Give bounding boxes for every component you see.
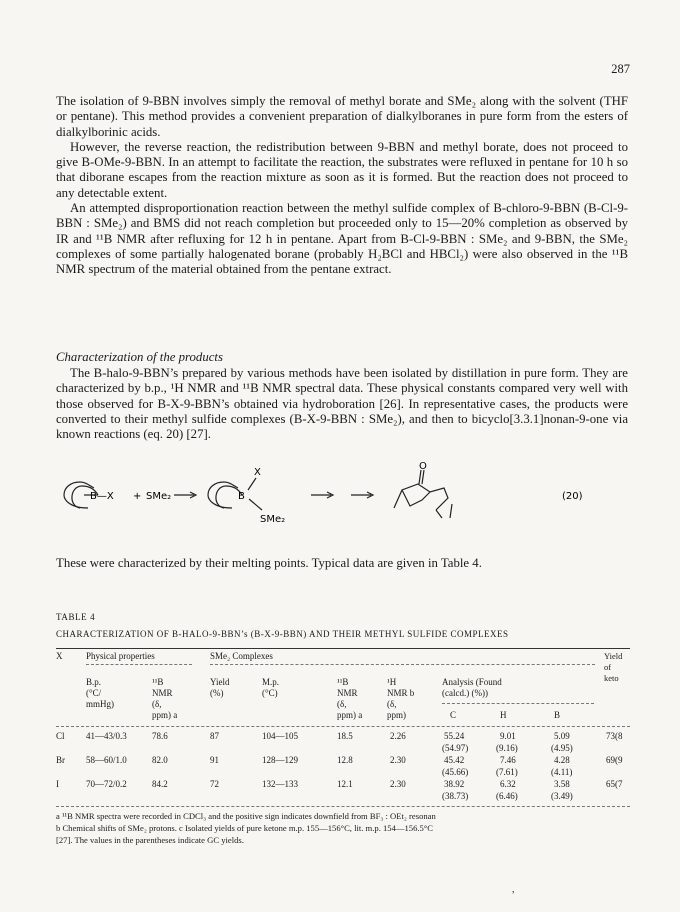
table-cell: 78.6 bbox=[152, 731, 168, 741]
table-cell: 55.24 bbox=[444, 731, 465, 741]
table-cell: Cl bbox=[56, 731, 65, 741]
table-cell: 70—72/0.2 bbox=[86, 779, 127, 789]
col-header-b: B bbox=[554, 710, 561, 720]
scheme-text: SMe₂ bbox=[260, 514, 286, 525]
table-cell: 3.58 bbox=[554, 779, 570, 789]
table-cell: 9.01 bbox=[500, 731, 516, 741]
col-header-c: C bbox=[450, 710, 457, 720]
table-bottom-rule bbox=[56, 806, 630, 807]
table-cell: 12.1 bbox=[337, 779, 353, 789]
scheme-text: B bbox=[238, 491, 245, 502]
body-text bbox=[56, 94, 628, 278]
stray-mark: , bbox=[512, 884, 515, 895]
table-cell: 5.09 bbox=[554, 731, 570, 741]
paragraph: However, the reverse reaction, the redistribution between 9-BBN and methyl borate, does not proceed to give B-OMe-9-BBN. In an attempt to facilitate the reaction, the substrates were refluxed in pentane for 10 h so that diborane escapes from the reaction mixture as soon as it is formed. But the reaction does not proceed to any detectable extent. bbox=[56, 139, 628, 200]
col-header-mp: (°C) bbox=[262, 688, 278, 698]
subheader-rule bbox=[86, 664, 192, 665]
bond-line bbox=[249, 499, 262, 510]
table-cell: (3.49) bbox=[551, 791, 573, 801]
table-top-rule bbox=[56, 648, 630, 649]
col-header-bp: (°C/ bbox=[86, 688, 102, 698]
col-header-yield-keto: of bbox=[604, 662, 612, 672]
scheme-text: SMe₂ bbox=[146, 491, 172, 502]
table-cell: 104—105 bbox=[262, 731, 298, 741]
table-cell: 84.2 bbox=[152, 779, 168, 789]
table-cell: (4.11) bbox=[551, 767, 573, 777]
section-paragraph: The B-halo-9-BBN’s prepared by various methods have been isolated by distillation in pure form. They are characterized by b.p., ¹H NMR and ¹¹B NMR spectral data. These physical constants compared very well with those observed for B-X-9-BBN’s obtained via hydroboration [26]. In representative cases, the products were converted to their methyl sulfide complexes (B-X-9-BBN : SMe₂), and then to bicyclo[3.3.1]nonan-9-one via known reactions (eq. 20) [27]. bbox=[56, 366, 628, 442]
table-cell: (6.46) bbox=[496, 791, 518, 801]
carbonyl-bond bbox=[422, 470, 424, 484]
col-header-analysis: Analysis (Found bbox=[442, 677, 502, 687]
table-cell: 6.32 bbox=[500, 779, 516, 789]
scheme-text: O bbox=[419, 462, 427, 472]
col-header-bnmr2: ¹¹B bbox=[337, 677, 349, 687]
col-header-bnmr2: (δ, bbox=[337, 699, 347, 709]
table-cell: 4.28 bbox=[554, 755, 570, 765]
page-number: 287 bbox=[611, 62, 630, 76]
subheader-rule bbox=[442, 703, 594, 704]
table-cell: 65(7 bbox=[606, 779, 623, 789]
col-header-hnmr: ppm) bbox=[387, 710, 406, 720]
table-cell: 72 bbox=[210, 779, 219, 789]
table-caption: CHARACTERIZATION OF B-HALO-9-BBN’s (B-X-9-BBN) AND THEIR METHYL SULFIDE COMPLEXES bbox=[56, 629, 509, 639]
table-cell: (9.16) bbox=[496, 743, 518, 753]
col-header-x: X bbox=[56, 651, 63, 661]
reaction-scheme-drawing bbox=[56, 462, 628, 532]
table-cell: 132—133 bbox=[262, 779, 298, 789]
table-cell: 18.5 bbox=[337, 731, 353, 741]
col-header-bnmr2: ppm) a bbox=[337, 710, 363, 720]
table-cell: 2.26 bbox=[390, 731, 406, 741]
table-cell: (7.61) bbox=[496, 767, 518, 777]
col-header-mp: M.p. bbox=[262, 677, 280, 687]
col-header-yield-keto: Yield bbox=[604, 651, 623, 661]
table-cell: 38.92 bbox=[444, 779, 465, 789]
table-cell: 2.30 bbox=[390, 779, 406, 789]
col-header-complexes: SMe₂ Complexes bbox=[210, 651, 273, 661]
table-cell: 7.46 bbox=[500, 755, 516, 765]
scheme-text: B—X bbox=[90, 491, 114, 502]
col-header-bnmr: NMR bbox=[152, 688, 173, 698]
bicyclononanone-drawing bbox=[394, 484, 448, 510]
col-header-bp: B.p. bbox=[86, 677, 102, 687]
col-header-yield: (%) bbox=[210, 688, 224, 698]
col-header-h: H bbox=[500, 710, 507, 720]
col-header-bnmr2: NMR bbox=[337, 688, 358, 698]
bicyclononanone-drawing bbox=[436, 504, 452, 518]
col-header-yield-keto: keto bbox=[604, 673, 619, 683]
col-header-physical: Physical properties bbox=[86, 651, 155, 661]
col-header-bnmr: ppm) a bbox=[152, 710, 178, 720]
table-cell: 45.42 bbox=[444, 755, 465, 765]
table-cell: (45.66) bbox=[442, 767, 469, 777]
table-cell: 128—129 bbox=[262, 755, 298, 765]
header-bottom-rule bbox=[56, 726, 630, 727]
table-cell: 12.8 bbox=[337, 755, 353, 765]
table-cell: (4.95) bbox=[551, 743, 573, 753]
table-cell: 87 bbox=[210, 731, 219, 741]
bond-line bbox=[248, 478, 256, 490]
col-header-hnmr: NMR b bbox=[387, 688, 415, 698]
table-cell: 41—43/0.3 bbox=[86, 731, 127, 741]
col-header-hnmr: ¹H bbox=[387, 677, 397, 687]
table-cell: 58—60/1.0 bbox=[86, 755, 127, 765]
bicyclononanone-drawing bbox=[402, 490, 430, 506]
table-cell: 91 bbox=[210, 755, 219, 765]
table-cell: 69(9 bbox=[606, 755, 623, 765]
table-cell: (38.73) bbox=[442, 791, 469, 801]
table-footnote: a ¹¹B NMR spectra were recorded in CDCl₃ and the positive sign indicates downfield from BF₃ : OEt₂ resonan bbox=[56, 811, 436, 821]
table-cell: (54.97) bbox=[442, 743, 469, 753]
subheader-rule bbox=[210, 664, 595, 665]
paragraph: These were characterized by their melting points. Typical data are given in Table 4. bbox=[56, 556, 482, 570]
table-footnote: b Chemical shifts of SMe₂ protons. c Isolated yields of pure ketone m.p. 155—156°C, lit. m.p. 154—156.5°C bbox=[56, 823, 433, 833]
col-header-bp: mmHg) bbox=[86, 699, 114, 709]
col-header-yield: Yield bbox=[210, 677, 230, 687]
paragraph: The isolation of 9-BBN involves simply the removal of methyl borate and SMe₂ along with the solvent (THF or pentane). This method provides a convenient preparation of dialkylboranes in pure form from the esters of dialkylborinic acids. bbox=[56, 94, 628, 139]
reaction-scheme bbox=[56, 462, 628, 532]
table-cell: 73(8 bbox=[606, 731, 623, 741]
table-cell: 82.0 bbox=[152, 755, 168, 765]
scheme-text: + bbox=[133, 491, 142, 502]
table-footnote: [27]. The values in the parentheses indicate GC yields. bbox=[56, 835, 244, 845]
col-header-bnmr: ¹¹B bbox=[152, 677, 164, 687]
paragraph: An attempted disproportionation reaction between the methyl sulfide complex of B-chloro-9-BBN (B-Cl-9-BBN : SMe₂) and BMS did not reach completion but proceeded only to 15—20% completion as observed by IR and ¹¹B NMR after refluxing for 12 h in pentane. Apart from B-Cl-9-BBN : SMe₂ and 9-BBN, the SMe₂ complexes of some partially halogenated borane (probably H₂BCl and HBCl₂) were also observed in the ¹¹B NMR spectrum of the material obtained from the pentane extract. bbox=[56, 201, 628, 277]
equation-number: (20) bbox=[562, 491, 583, 502]
table-cell: 2.30 bbox=[390, 755, 406, 765]
table-cell: I bbox=[56, 779, 59, 789]
section-heading: Characterization of the products bbox=[56, 350, 223, 364]
col-header-analysis: (calcd.) (%)) bbox=[442, 688, 488, 698]
scheme-text: X bbox=[254, 467, 261, 478]
table-label: TABLE 4 bbox=[56, 612, 96, 622]
carbonyl-bond bbox=[419, 470, 421, 484]
table-cell: Br bbox=[56, 755, 65, 765]
col-header-bnmr: (δ, bbox=[152, 699, 162, 709]
col-header-hnmr: (δ, bbox=[387, 699, 397, 709]
